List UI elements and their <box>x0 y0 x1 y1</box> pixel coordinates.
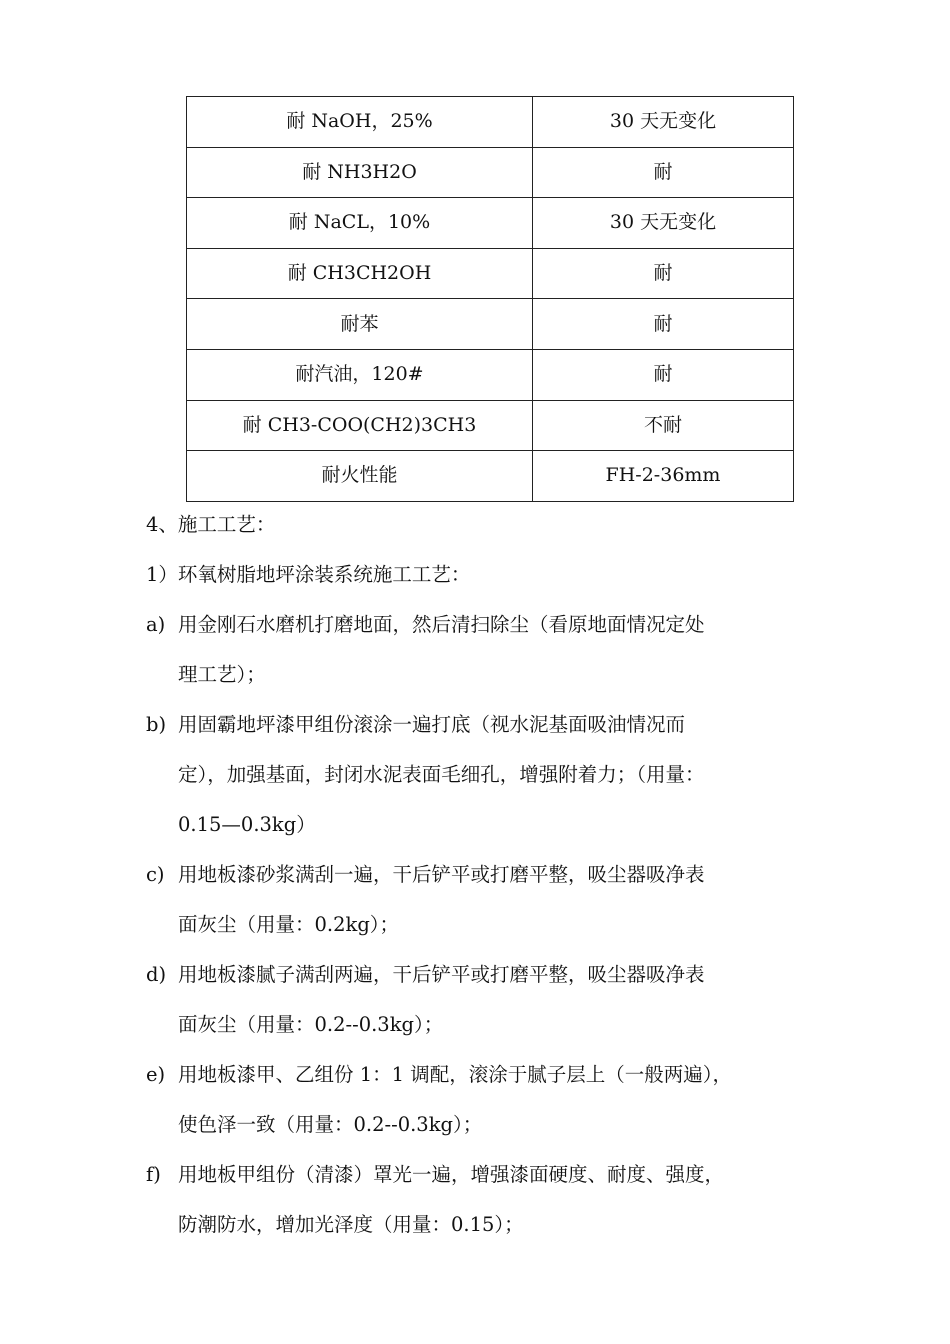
table-cell-result: 耐 <box>533 299 794 350</box>
table-row <box>187 198 794 249</box>
table-cell-result: 30 天无变化 <box>533 198 794 249</box>
step-item <box>146 700 806 850</box>
table-cell-item: 耐 CH3CH2OH <box>187 248 533 299</box>
step-text-line: 防潮防水，增加光泽度（用量：0.15）； <box>178 1213 524 1236</box>
table-cell-result: 耐 <box>533 349 794 400</box>
step-item <box>146 850 806 950</box>
table-row <box>187 248 794 299</box>
step-marker: c) <box>146 863 165 886</box>
step-text-line: 用地板甲组份（清漆）罩光一遍，增强漆面硬度、耐度、强度， <box>178 1163 725 1186</box>
table-cell-item: 耐 NH3H2O <box>187 147 533 198</box>
table-row <box>187 451 794 502</box>
step-marker: e) <box>146 1063 166 1086</box>
section-heading: 4、施工工艺： <box>146 513 276 536</box>
table-cell-result: 30 天无变化 <box>533 97 794 148</box>
step-marker: d) <box>146 963 167 986</box>
step-item <box>146 1150 806 1250</box>
table-row <box>187 349 794 400</box>
step-text-line: 理工艺）； <box>178 663 266 686</box>
table-cell-result: 不耐 <box>533 400 794 451</box>
table-row <box>187 400 794 451</box>
table-row <box>187 97 794 148</box>
table-cell-result: FH-2-36mm <box>533 451 794 502</box>
table-cell-item: 耐火性能 <box>187 451 533 502</box>
resistance-table <box>186 96 794 502</box>
table-row <box>187 299 794 350</box>
step-text-line: 定），加强基面，封闭水泥表面毛细孔，增强附着力；（用量： <box>178 763 705 786</box>
step-item <box>146 950 806 1050</box>
table-cell-item: 耐汽油，120# <box>187 349 533 400</box>
table-cell-item: 耐 NaOH，25% <box>187 97 533 148</box>
step-marker: a) <box>146 613 166 636</box>
table-cell-item: 耐苯 <box>187 299 533 350</box>
step-text-line: 用地板漆腻子满刮两遍，干后铲平或打磨平整，吸尘器吸净表 <box>178 963 705 986</box>
construction-process-section <box>146 500 806 1250</box>
step-text-line: 0.15—0.3kg） <box>178 813 316 836</box>
step-text-line: 用金刚石水磨机打磨地面，然后清扫除尘（看原地面情况定处 <box>178 613 705 636</box>
table-row <box>187 147 794 198</box>
table-cell-result: 耐 <box>533 147 794 198</box>
step-item <box>146 1050 806 1150</box>
table-cell-result: 耐 <box>533 248 794 299</box>
table-cell-item: 耐 CH3-COO(CH2)3CH3 <box>187 400 533 451</box>
step-text-line: 面灰尘（用量：0.2kg）； <box>178 913 400 936</box>
step-text-line: 使色泽一致（用量：0.2--0.3kg）； <box>178 1113 483 1136</box>
step-marker: b) <box>146 713 167 736</box>
step-text-line: 面灰尘（用量：0.2--0.3kg）； <box>178 1013 444 1036</box>
step-text-line: 用固霸地坪漆甲组份滚涂一遍打底（视水泥基面吸油情况而 <box>178 713 686 736</box>
step-marker: f) <box>146 1163 161 1186</box>
step-text-line: 用地板漆甲、乙组份 1：1 调配，滚涂于腻子层上（一般两遍）， <box>178 1063 732 1086</box>
step-item <box>146 600 806 700</box>
step-text-line: 用地板漆砂浆满刮一遍，干后铲平或打磨平整，吸尘器吸净表 <box>178 863 705 886</box>
table-cell-item: 耐 NaCL，10% <box>187 198 533 249</box>
section-subheading: 1）环氧树脂地坪涂装系统施工工艺： <box>146 563 471 586</box>
